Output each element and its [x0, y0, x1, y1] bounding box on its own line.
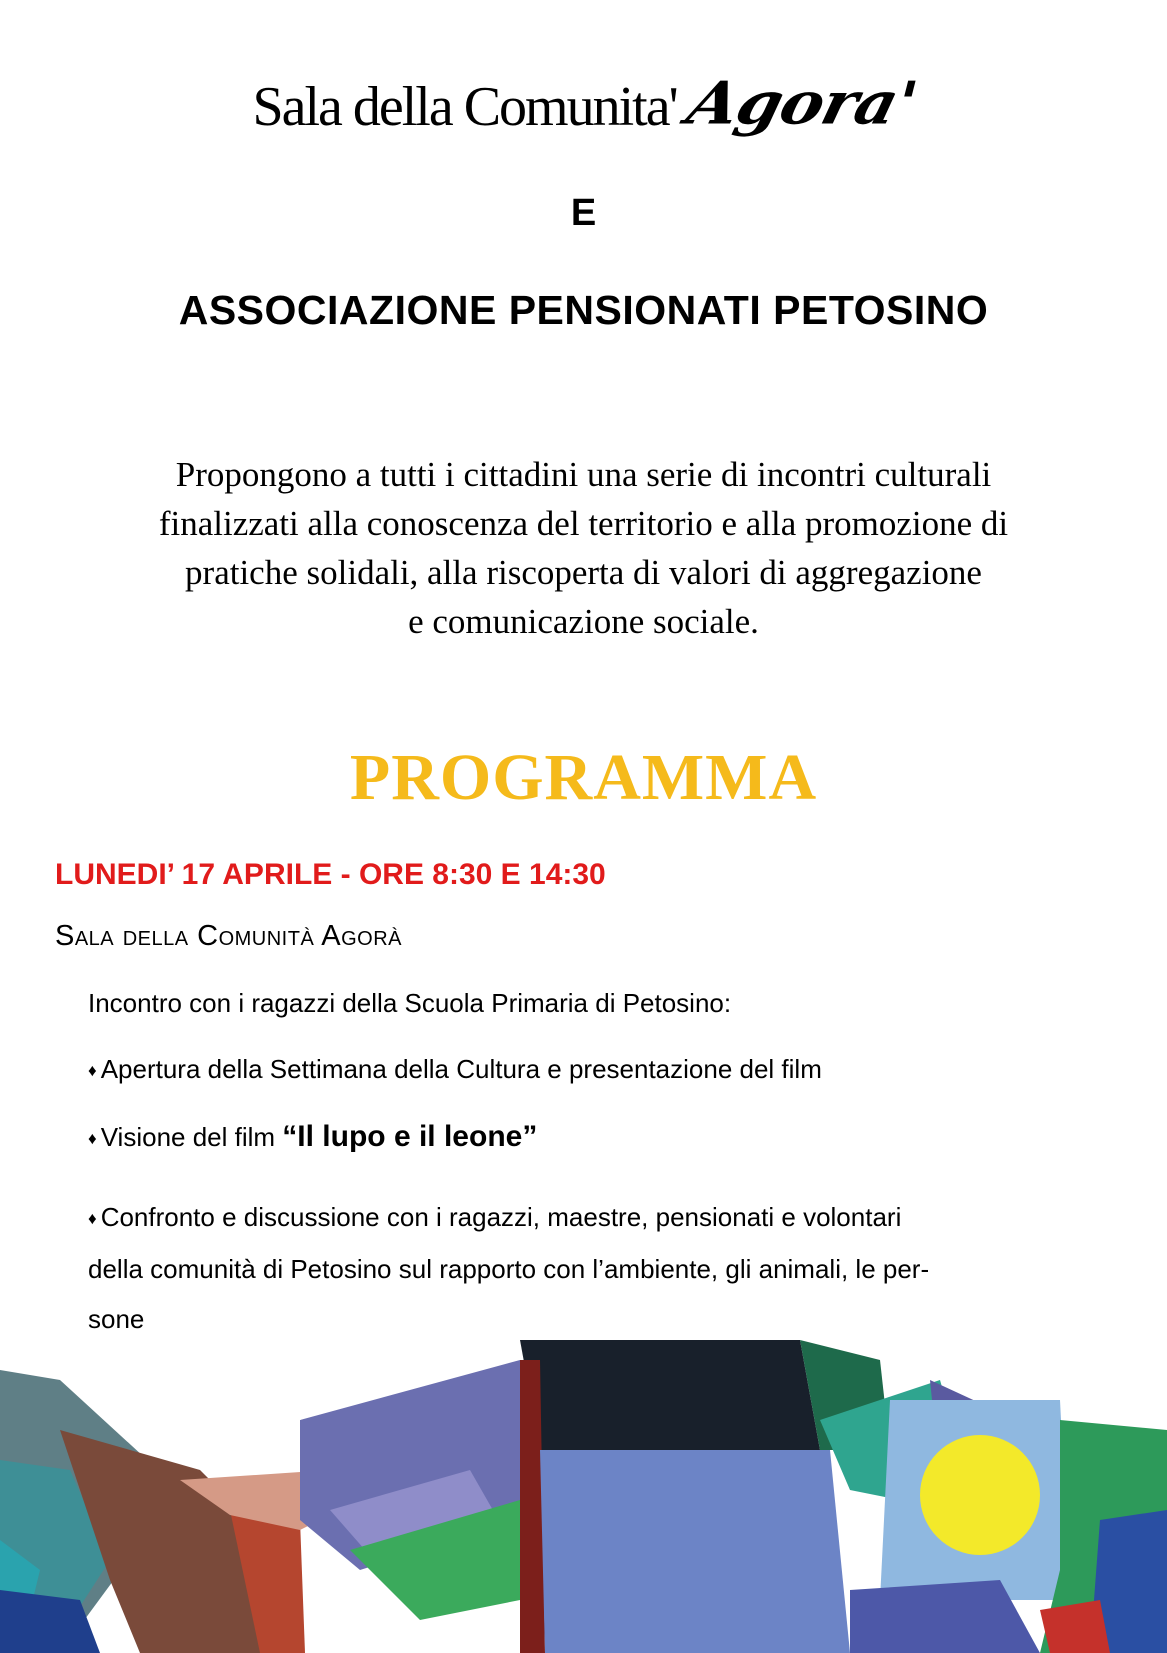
intro-line: pratiche solidali, alla riscoperta di valori di aggregazione — [185, 553, 982, 592]
event-venue: Sala della Comunità Agorà — [55, 920, 402, 952]
program-item-text: della comunità di Petosino sul rapporto con l’ambiente, gli animali, le per- — [88, 1254, 930, 1285]
event-date-time: LUNEDI’ 17 APRILE - ORE 8:30 E 14:30 — [55, 858, 606, 891]
program-item-text: sone — [88, 1304, 145, 1335]
conjunction-text: E — [570, 192, 597, 234]
event-intro: Incontro con i ragazzi della Scuola Primaria di Petosino: — [88, 988, 732, 1018]
header-sala-text: Sala della Comunita' — [252, 76, 677, 138]
intro-line: e comunicazione sociale. — [408, 602, 759, 641]
program-item-text: Visione del film — [100, 1122, 283, 1152]
programma-title: PROGRAMMA — [349, 741, 818, 814]
intro-line: finalizzati alla conoscenza del territorio e alla promozione di — [158, 504, 1009, 543]
film-title: “Il lupo e il leone” — [282, 1120, 538, 1153]
program-item-text: Confronto e discussione con i ragazzi, maestre, pensionati e volontari — [100, 1202, 902, 1232]
diamond-bullet-icon: ♦ — [88, 1129, 97, 1149]
program-item — [88, 1120, 1098, 1154]
header-agora-logo-text: Agora' — [680, 69, 924, 138]
intro-line: Propongono a tutti i cittadini una serie di incontri culturali — [175, 455, 992, 494]
header-title — [0, 66, 1167, 141]
diamond-bullet-icon: ♦ — [88, 1061, 97, 1081]
association-name: ASSOCIAZIONE PENSIONATI PETOSINO — [178, 287, 989, 333]
diamond-bullet-icon: ♦ — [88, 1209, 97, 1229]
program-item — [88, 1054, 1098, 1085]
abstract-painting-artwork — [0, 1340, 1167, 1653]
intro-paragraph — [40, 450, 1127, 646]
program-item — [88, 1192, 1098, 1344]
program-item-text: Apertura della Settimana della Cultura e presentazione del film — [100, 1054, 822, 1084]
